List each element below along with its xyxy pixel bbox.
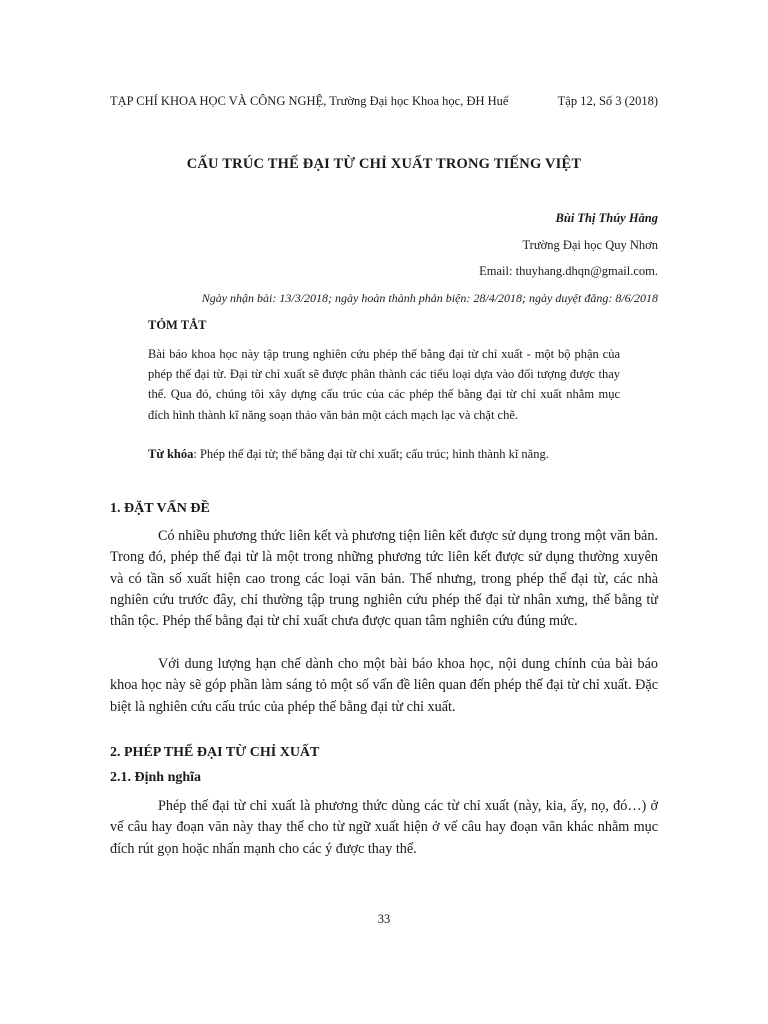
abstract-heading: TÓM TẮT — [148, 318, 207, 332]
subsection-2-1-heading: 2.1. Định nghĩa — [110, 770, 202, 785]
section-1-paragraph-2: Với dung lượng hạn chế dành cho một bài báo khoa học, nội dung chính của bài báo khoa học này sẽ góp phần làm sáng tỏ một số vấn đề liên quan đến phép thế đại từ chỉ xuất. Đặc biệt là nghiên cứu cấu trúc của phép thế bằng đại từ chỉ xuất. — [110, 656, 658, 715]
author-email: Email: thuyhang.dhqn@gmail.com. — [479, 264, 658, 278]
section-1-paragraph-1: Có nhiều phương thức liên kết và phương tiện liên kết được sử dụng trong một văn bản. Trong đó, phép thế đại từ là một trong những phương tức liên kết được sử dụng thường xuyên và có tần số xuất hiện cao trong các loại văn bản. Thế nhưng, trong phép thế đại từ, các nhà nghiên cứu trước đây, chỉ thường tập trung nghiên cứu phép thế đại từ nhân xưng, thế bằng từ thân tộc. Phép thế bằng đại từ chỉ xuất chưa được quan tâm nghiên cứu đúng mức. — [110, 528, 658, 630]
keywords-label: Từ khóa — [148, 447, 194, 461]
section-1-heading: 1. ĐẶT VẤN ĐỀ — [110, 501, 210, 516]
author-affiliation: Trường Đại học Quy Nhơn — [522, 238, 658, 252]
submission-dates: Ngày nhận bài: 13/3/2018; ngày hoàn thành phản biện: 28/4/2018; ngày duyệt đăng: 8/6/2018 — [201, 291, 658, 305]
volume-info: Tập 12, Số 3 (2018) — [557, 94, 658, 108]
keywords-line — [148, 447, 658, 462]
keywords-text: : Phép thế đại từ; thế bằng đại từ chỉ xuất; cấu trúc; hình thành kĩ năng. — [193, 447, 549, 461]
abstract-body: Bài báo khoa học này tập trung nghiên cứu phép thế bằng đại từ chỉ xuất - một bộ phận của phép thế đại từ. Đại từ chỉ xuất sẽ được phân thành các tiểu loại dựa vào đối tượng được thay thế. Qua đó, chúng tôi xây dựng cấu trúc của các phép thế bằng đại từ chỉ xuất nhằm mục đích hình thành kĩ năng soạn thảo văn bản một cách mạch lạc và chặt chẽ. — [148, 347, 620, 422]
subsection-2-1-paragraph: Phép thế đại từ chỉ xuất là phương thức dùng các từ chỉ xuất (này, kia, ấy, nọ, đó…) ở vế câu hay đoạn văn này thay thế cho từ ngữ xuất hiện ở vế câu hay đoạn văn khác nhằm mục đích rút gọn hoặc nhấn mạnh cho các ý được thay thế. — [110, 798, 658, 857]
journal-name: TẠP CHÍ KHOA HỌC VÀ CÔNG NGHỆ, Trường Đại học Khoa học, ĐH Huế — [110, 94, 509, 108]
running-header — [110, 94, 658, 109]
section-2-heading: 2. PHÉP THẾ ĐẠI TỪ CHỈ XUẤT — [110, 745, 320, 760]
page-number: 33 — [377, 912, 391, 926]
paper-title: CẤU TRÚC THẾ ĐẠI TỪ CHỈ XUẤT TRONG TIẾNG VIỆT — [186, 156, 582, 172]
author-name: Bùi Thị Thúy Hằng — [555, 211, 658, 225]
